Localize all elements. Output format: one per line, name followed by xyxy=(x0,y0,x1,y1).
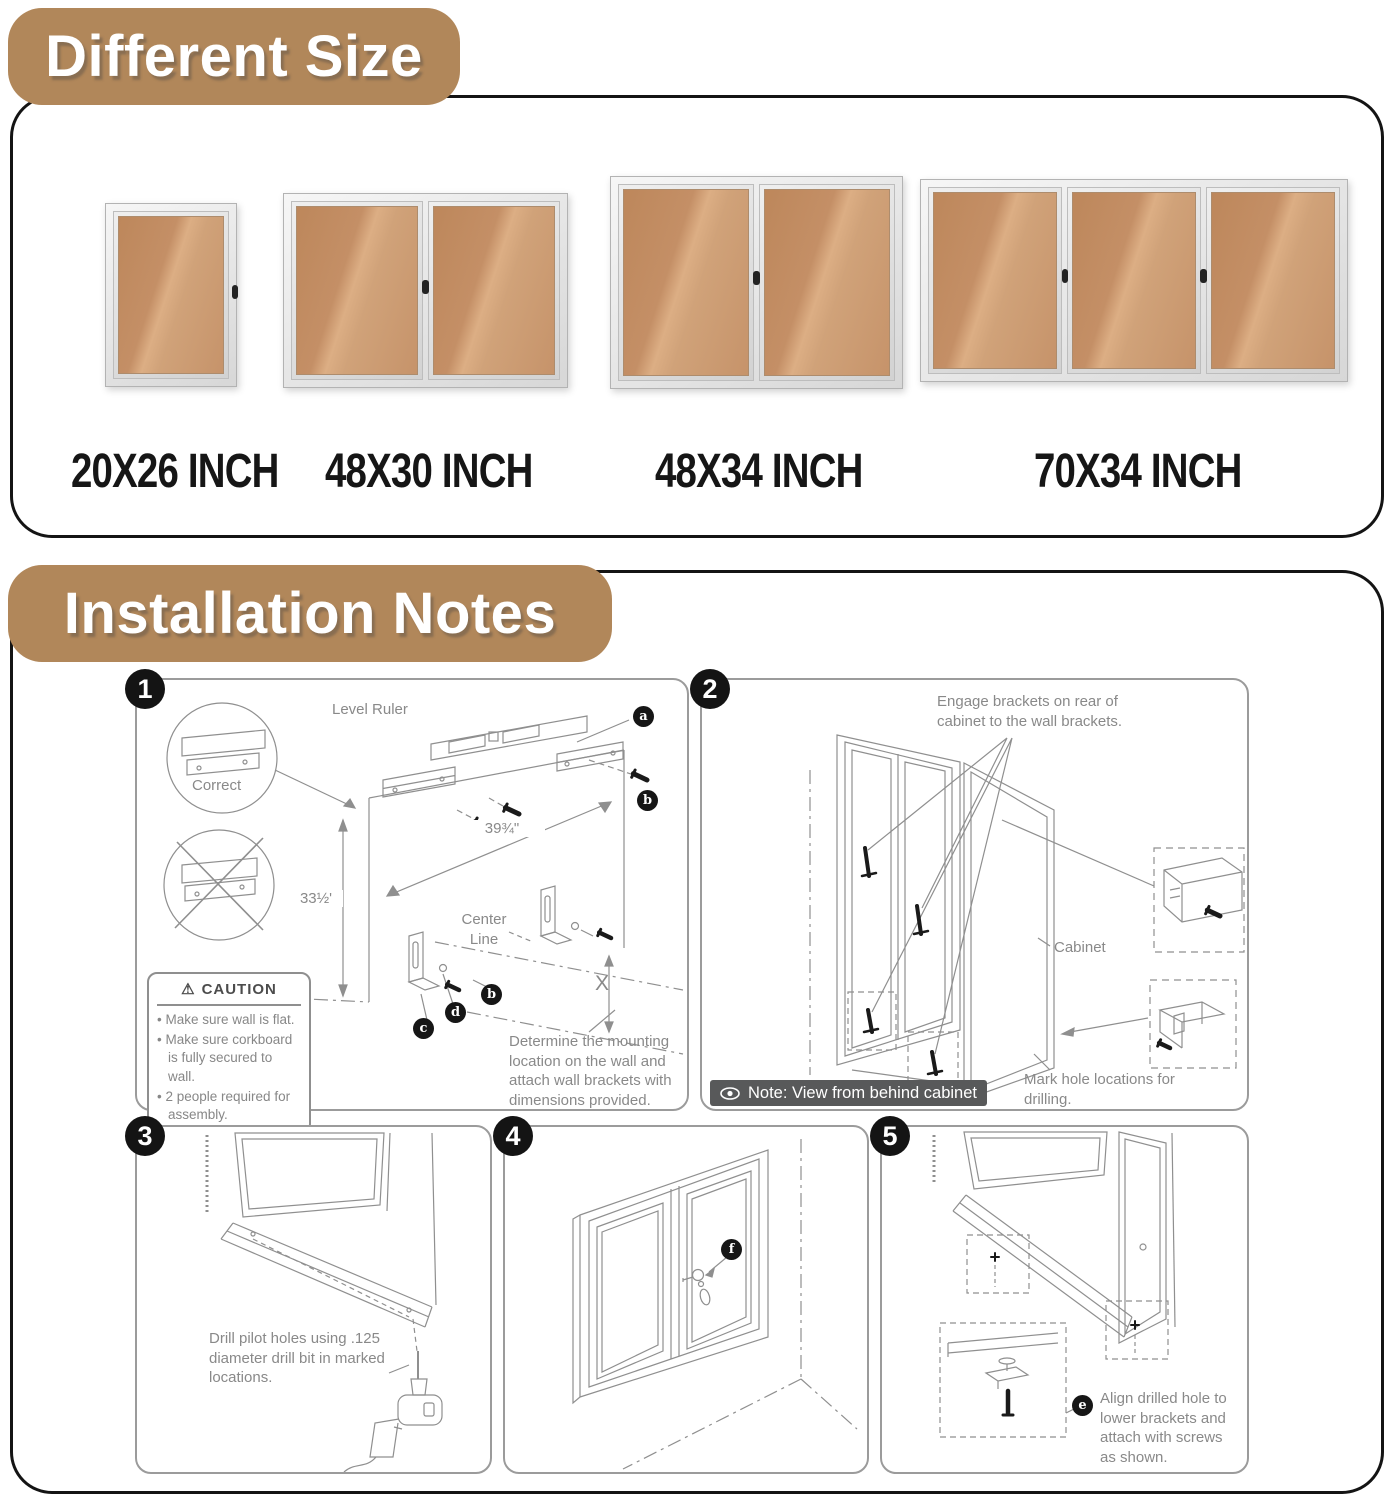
step3-number-badge: 3 xyxy=(125,1116,165,1156)
lock-icon xyxy=(232,285,238,299)
board-70x34 xyxy=(920,179,1348,382)
cabinet-label: Cabinet xyxy=(1054,939,1106,956)
cork-panel xyxy=(118,216,224,374)
step1-panel xyxy=(135,673,689,1123)
step1-note: Determine the mounting location on the wall and attach wall brackets with dimensions provided. xyxy=(509,1033,672,1109)
lock-icon xyxy=(1062,269,1068,283)
cork-panel xyxy=(296,206,418,375)
size-label-70x34: 70X34 INCH xyxy=(1034,445,1242,498)
caution-item: • 2 people required for assembly. xyxy=(157,1088,301,1124)
view-note-text: Note: View from behind cabinet xyxy=(748,1083,977,1102)
step5-panel xyxy=(880,1120,1249,1474)
cork-panel xyxy=(933,192,1057,369)
lock-icon xyxy=(753,271,759,285)
cork-panel xyxy=(433,206,555,375)
size-label-48x34: 48X34 INCH xyxy=(655,445,863,498)
callout-c: c xyxy=(413,1018,434,1039)
height-dimension: 33½' xyxy=(289,890,343,907)
size-label-48x30: 48X30 INCH xyxy=(325,445,533,498)
step4-number-badge: 4 xyxy=(493,1116,533,1156)
warning-icon: ⚠ xyxy=(181,981,196,998)
different-size-title-badge xyxy=(8,8,460,105)
callout-b2: b xyxy=(481,984,502,1005)
board-door xyxy=(928,187,1062,374)
board-door xyxy=(428,201,560,380)
center-line-label: Center Line xyxy=(461,911,507,948)
caution-list xyxy=(157,1011,301,1124)
board-48x34 xyxy=(610,176,903,389)
engage-note: Engage brackets on rear of cabinet to the wall brackets. xyxy=(937,693,1123,730)
level-ruler-label: Level Ruler xyxy=(332,701,408,718)
lock-icon xyxy=(1200,269,1206,283)
correct-label: Correct xyxy=(192,777,242,794)
caution-item: • Make sure wall is flat. xyxy=(157,1011,301,1029)
step2-diagram xyxy=(702,680,1247,1109)
step3-panel xyxy=(135,1120,492,1474)
cork-panel xyxy=(1211,192,1335,369)
installation-notes-title-badge xyxy=(8,565,612,662)
x-mark: X xyxy=(595,972,610,995)
step1-number-badge: 1 xyxy=(125,669,165,709)
cork-panel xyxy=(623,189,749,376)
step3-note: Drill pilot holes using .125 diameter drill bit in marked locations. xyxy=(209,1330,385,1386)
board-door xyxy=(618,184,754,381)
view-note-badge xyxy=(710,1080,987,1106)
board-48x30 xyxy=(283,193,568,388)
callout-f: f xyxy=(721,1239,742,1260)
step4-diagram xyxy=(505,1127,867,1472)
board-door xyxy=(1067,187,1201,374)
mark-hole-note: Mark hole locations for drilling. xyxy=(1024,1071,1175,1108)
step2-panel xyxy=(700,673,1249,1111)
callout-d: d xyxy=(445,1002,466,1023)
size-label-20x26: 20X26 INCH xyxy=(71,445,279,498)
callout-e: e xyxy=(1072,1395,1093,1416)
board-door xyxy=(1206,187,1340,374)
lock-icon xyxy=(422,280,428,294)
cork-panel xyxy=(1072,192,1196,369)
width-dimension: 39¾" xyxy=(459,820,545,837)
step5-note: Align drilled hole to lower brackets and attach with screws as shown. xyxy=(1100,1390,1227,1466)
step2-number-badge: 2 xyxy=(690,669,730,709)
caution-item: • Make sure corkboard is fully secured to wall. xyxy=(157,1031,301,1086)
board-door xyxy=(113,211,229,379)
cork-panel xyxy=(764,189,890,376)
different-size-title: Different Size xyxy=(45,24,423,89)
step5-number-badge: 5 xyxy=(870,1116,910,1156)
board-door xyxy=(759,184,895,381)
step4-panel xyxy=(503,1120,869,1474)
caution-title: CAUTION xyxy=(201,980,277,998)
installation-notes-title: Installation Notes xyxy=(63,581,557,646)
callout-a: a xyxy=(633,706,654,727)
board-20x26 xyxy=(105,203,237,387)
caution-box xyxy=(147,972,311,1134)
callout-b: b xyxy=(637,790,658,811)
board-door xyxy=(291,201,423,380)
eye-icon xyxy=(720,1087,740,1100)
step3-diagram xyxy=(137,1127,490,1472)
